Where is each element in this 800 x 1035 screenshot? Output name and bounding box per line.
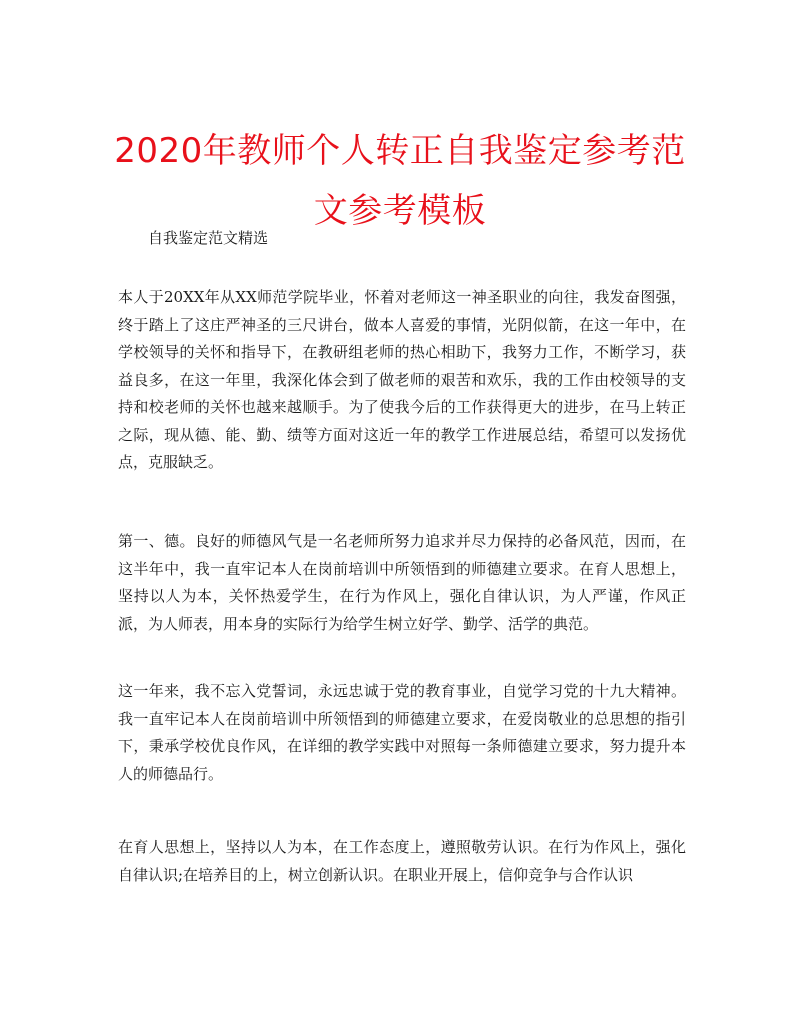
document-title: 2020年教师个人转正自我鉴定参考范文参考模板 bbox=[114, 130, 686, 231]
document-subtitle: 自我鉴定范文精选 bbox=[148, 229, 269, 247]
paragraph-intro: 本人于20XX年从XX师范学院毕业，怀着对老师这一神圣职业的向往，我发奋图强，终于踏上了这庄严神圣的三尺讲台，做本人喜爱的事情，光阴似箭，在这一年中，在学校领导的关怀和指导下，在教研组老师的热心相助下，我努力工作，不断学习，获益良多，在这一年里，我深化体会到了做老师的艰苦和欢乐，我的工作由校领导的支持和校老师的关怀也越来越顺手。为了使我今后的工作获得更大的进步，在马上转正之际，现从德、能、勤、绩等方面对这近一年的教学工作进展总结，希望可以发扬优点，克服缺乏。 bbox=[118, 288, 686, 471]
paragraph-education-thought: 在育人思想上，坚持以人为本，在工作态度上，遵照敬劳认识。在行为作风上，强化自律认识;在培养目的上，树立创新认识。在职业开展上，信仰竞争与合作认识 bbox=[118, 838, 686, 884]
paragraph-morality: 第一、德。良好的师德风气是一名老师所努力追求并尽力保持的必备风范，因而，在这半年中，我一直牢记本人在岗前培训中所领悟到的师德建立要求。在育人思想上，坚持以人为本，关怀热爱学生，在行为作风上，强化自律认识，为人严谨，作风正派，为人师表，用本身的实际行为给学生树立好学、勤学、活学的典范。 bbox=[118, 532, 686, 633]
paragraph-party-oath: 这一年来，我不忘入党誓词，永远忠诚于党的教育事业，自觉学习党的十九大精神。我一直牢记本人在岗前培训中所领悟到的师德建立要求，在爱岗敬业的总思想的指引下，秉承学校优良作风，在详细的教学实践中对照每一条师德建立要求，努力提升本人的师德品行。 bbox=[118, 682, 686, 783]
